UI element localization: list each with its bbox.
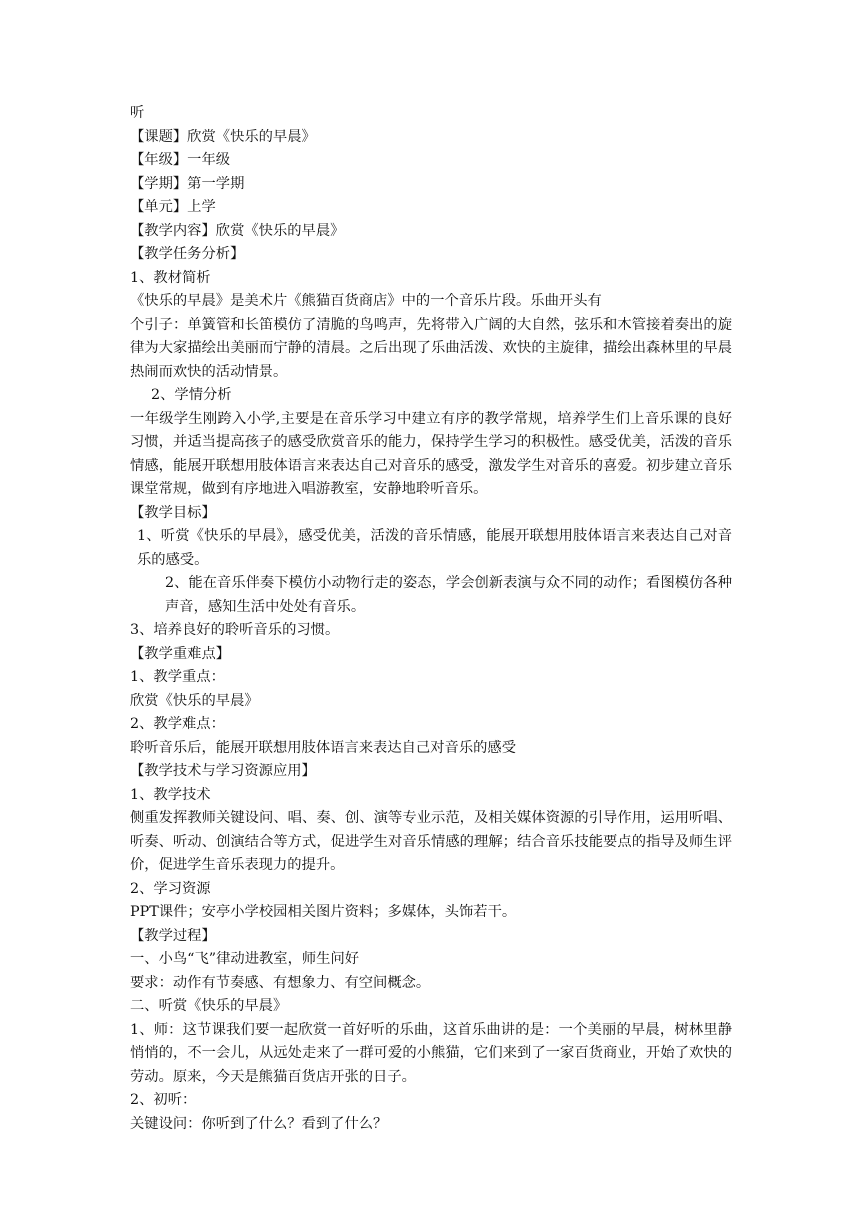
grade-line: 【年级】一年级 xyxy=(130,152,231,168)
section-heading: 【教学目标】 xyxy=(130,504,216,521)
paragraph: 关键设问：你听到了什么？看到了什么？ xyxy=(130,1115,388,1132)
document-body xyxy=(130,102,732,1136)
subheading: 2、教学难点： xyxy=(130,716,225,732)
section-heading: 【教学过程】 xyxy=(130,927,216,944)
subheading: 2、学情分析 xyxy=(151,387,232,403)
paragraph: 聆听音乐后，能展开联想用肢体语言来表达自己对音乐的感受 xyxy=(130,739,517,756)
text-line: 听 xyxy=(130,105,145,121)
semester-line: 【学期】第一学期 xyxy=(130,175,245,192)
paragraph: 侧重发挥教师关键设问、唱、奏、创、演等专业示范，及相关媒体资源的引导作用，运用听唱、听奏、听动、创演结合等方式，促进学生对音乐情感的理解；结合音乐技能要点的指导及师生评价，促进学生音乐表现力的提升。 xyxy=(130,810,732,873)
objective-item: 1、听赏《快乐的早晨》，感受优美，活泼的音乐情感，能展开联想用肢体语言来表达自己对音乐的感受。 xyxy=(137,528,732,568)
paragraph: 个引子：单簧管和长笛模仿了清脆的鸟鸣声，先将带入广阔的大自然，弦乐和木管接着奏出的旋律为大家描绘出美丽而宁静的清晨。之后出现了乐曲活泼、欢快的主旋律，描绘出森林里的早晨热闹而欢快的活动情景。 xyxy=(130,316,732,380)
section-heading: 【教学任务分析】 xyxy=(130,246,245,262)
section-heading: 【教学重难点】 xyxy=(130,645,231,662)
unit-line: 【单元】上学 xyxy=(130,199,216,215)
subheading: 1、教学重点： xyxy=(130,669,225,685)
subheading: 1、教学技术 xyxy=(130,786,211,803)
subheading: 2、初听： xyxy=(130,1092,197,1108)
process-step: 一、小鸟“飞”律动进教室，师生问好 xyxy=(130,951,360,967)
subheading: 2、学习资源 xyxy=(130,880,211,897)
paragraph: 1、师：这节课我们要一起欣赏一首好听的乐曲，这首乐曲讲的是：一个美丽的早晨，树林里静悄悄的，不一会儿，从远处走来了一群可爱的小熊猫，它们来到了一家百货商业，开始了欢快的劳动。原来，今天是熊猫百货店开张的日子。 xyxy=(130,1021,732,1085)
process-step: 二、听赏《快乐的早晨》 xyxy=(130,998,288,1014)
section-heading: 【教学技术与学习资源应用】 xyxy=(130,763,316,779)
paragraph: 《快乐的早晨》是美术片《熊猫百货商店》中的一个音乐片段。乐曲开头有 xyxy=(130,293,602,309)
paragraph: PPT课件；安亭小学校园相关图片资料；多媒体，头饰若干。 xyxy=(130,904,517,920)
objective-item: 3、培养良好的聆听音乐的习惯。 xyxy=(130,622,340,638)
subheading: 1、教材简析 xyxy=(130,269,211,286)
objective-item: 2、能在音乐伴奏下模仿小动物行走的姿态，学会创新表演与众不同的动作；看图模仿各种声音，感知生活中处处有音乐。 xyxy=(165,575,732,615)
paragraph: 要求：动作有节奏感、有想象力、有空间概念。 xyxy=(130,974,431,991)
paragraph: 欣赏《快乐的早晨》 xyxy=(130,692,259,709)
teaching-content-line: 【教学内容】欣赏《快乐的早晨》 xyxy=(130,222,345,239)
paragraph: 一年级学生刚跨入小学,主要是在音乐学习中建立有序的教学常规，培养学生们上音乐课的良好习惯，并适当提高孩子的感受欣赏音乐的能力，保持学生学习的积极性。感受优美，活泼的音乐情感，能展开联想用肢体语言来表达自己对音乐的感受，激发学生对音乐的喜爱。初步建立音乐课堂常规，做到有序地进入唱游教室，安静地聆听音乐。 xyxy=(130,410,732,497)
lesson-title: 【课题】欣赏《快乐的早晨》 xyxy=(130,128,316,145)
